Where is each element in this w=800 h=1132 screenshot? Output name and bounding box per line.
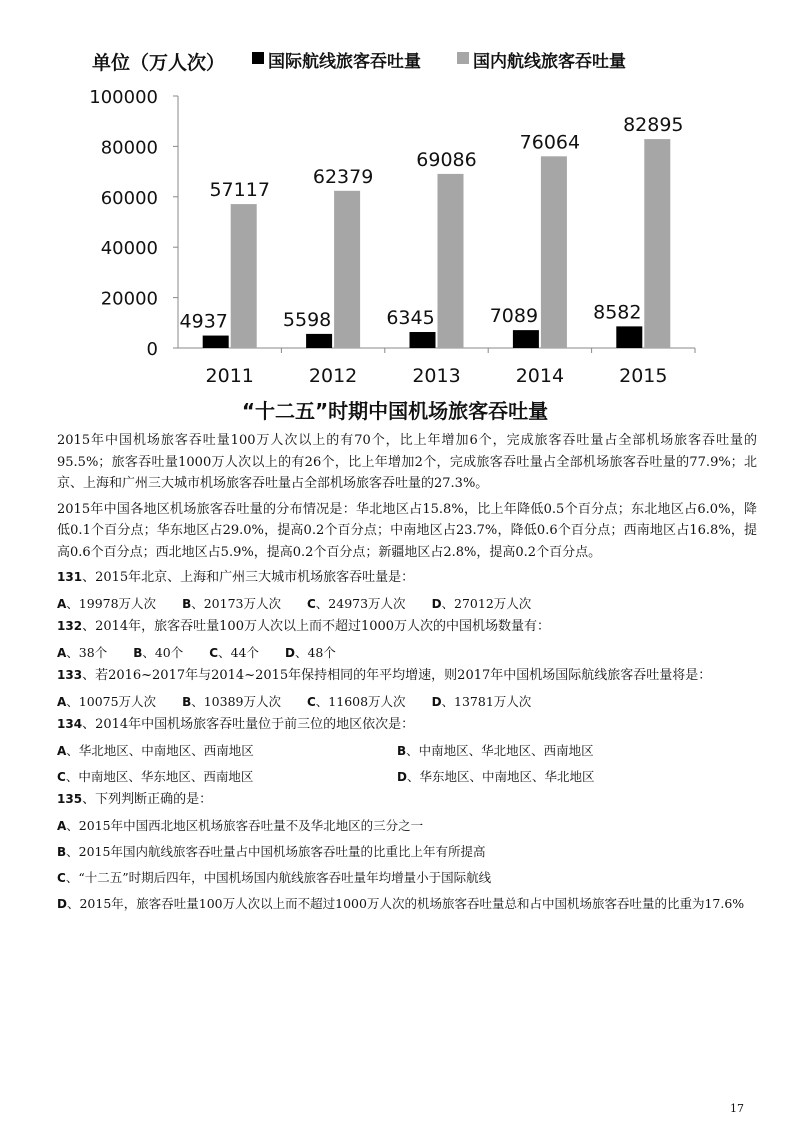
- option-a[interactable]: A、38个: [57, 645, 108, 660]
- x-tick-label: 2011: [205, 365, 254, 387]
- data-label-domestic-2014: 76064: [519, 131, 581, 154]
- data-label-international-2014: 7089: [489, 305, 539, 328]
- bar-domestic-2012: [334, 191, 360, 348]
- x-tick-label: 2015: [619, 365, 668, 387]
- option-d[interactable]: D、13781万人次: [431, 694, 532, 709]
- x-tick-label: 2013: [412, 365, 461, 387]
- option-b[interactable]: B、10389万人次: [182, 694, 281, 709]
- option-c[interactable]: C、24973万人次: [306, 596, 406, 611]
- bar-international-2015: [616, 326, 642, 348]
- bar-domestic-2013: [438, 174, 464, 348]
- option-d[interactable]: D、48个: [284, 645, 336, 660]
- question-133: [57, 667, 757, 710]
- paragraph-1: 2015年中国机场旅客吞吐量100万人次以上的有70个，比上年增加6个，完成旅客吞吐量占全部机场旅客吞吐量的95.5%；旅客吞吐量1000万人次以上的有26个，比上年增加2个，完成旅客吞吐量占全部机场旅客吞吐量的77.9%；北京、上海和广州三大城市机场旅客吞吐量占全部机场旅客吞吐量的27.3%。: [57, 433, 757, 491]
- question-135: [57, 791, 757, 912]
- data-label-domestic-2013: 69086: [416, 148, 477, 171]
- document-body: [57, 430, 757, 922]
- y-tick-label: 0: [146, 339, 158, 360]
- option-c[interactable]: C、44个: [209, 645, 259, 660]
- bar-domestic-2011: [231, 204, 257, 348]
- option-a[interactable]: A、10075万人次: [57, 694, 157, 709]
- unit-label: 单位（万人次）: [92, 52, 226, 74]
- bar-domestic-2014: [541, 156, 567, 348]
- bar-domestic-2015: [644, 139, 670, 348]
- option-a[interactable]: A、2015年中国西北地区机场旅客吞吐量不及华北地区的三分之一: [57, 818, 424, 833]
- question-number: 135: [57, 792, 83, 806]
- chart-title: “十二五”时期中国机场旅客吞吐量: [241, 399, 549, 423]
- option-b[interactable]: B、中南地区、华北地区、西南地区: [397, 743, 594, 758]
- option-b[interactable]: B、20173万人次: [182, 596, 281, 611]
- data-label-international-2011: 4937: [179, 310, 228, 333]
- data-label-domestic-2011: 57117: [209, 179, 270, 202]
- question-text: 、2014年，旅客吞吐量100万人次以上而不超过1000万人次的中国机场数量有：: [82, 619, 551, 634]
- option-b[interactable]: B、2015年国内航线旅客吞吐量占中国机场旅客吞吐量的比重比上年有所提高: [57, 844, 486, 859]
- page-number: 17: [730, 1102, 744, 1115]
- question-132: [57, 618, 757, 661]
- bar-international-2012: [306, 334, 332, 348]
- paragraph-2: 2015年中国各地区机场旅客吞吐量的分布情况是：华北地区占15.8%，比上年降低0.5个百分点；东北地区占6.0%，降低0.1个百分点；华东地区占29.0%，提高0.2个百分点；中南地区占23.7%，降低0.6个百分点；西南地区占16.8%，提高0.6个百分点；西北地区占5.9%，提高0.2个百分点；新疆地区占2.8%，提高0.2个百分点。: [57, 501, 757, 560]
- data-label-international-2012: 5598: [282, 308, 332, 331]
- passenger-throughput-chart: [0, 0, 800, 430]
- option-c[interactable]: C、11608万人次: [306, 694, 406, 709]
- bar-international-2013: [410, 332, 436, 348]
- bar-international-2014: [513, 330, 539, 348]
- legend-swatch-domestic: [457, 52, 469, 64]
- question-131: [57, 569, 757, 612]
- y-tick-label: 20000: [100, 288, 158, 310]
- option-a[interactable]: A、19978万人次: [57, 596, 157, 611]
- legend-label-domestic: 国内航线旅客吞吐量: [473, 52, 626, 72]
- x-tick-label: 2014: [515, 365, 565, 387]
- option-b[interactable]: B、40个: [133, 645, 184, 660]
- question-number: 133: [57, 668, 83, 682]
- option-d[interactable]: D、华东地区、中南地区、华北地区: [397, 769, 595, 784]
- data-label-international-2013: 6345: [386, 307, 435, 330]
- y-tick-label: 100000: [89, 87, 158, 108]
- question-text: 、2015年北京、上海和广州三大城市机场旅客吞吐量是：: [82, 570, 415, 585]
- question-number: 131: [57, 570, 83, 584]
- option-c[interactable]: C、中南地区、华东地区、西南地区: [57, 769, 254, 784]
- question-text: 、2014年中国机场旅客吞吐量位于前三位的地区依次是：: [82, 717, 415, 732]
- question-number: 134: [57, 717, 83, 731]
- question-number: 132: [57, 619, 83, 633]
- option-d[interactable]: D、2015年，旅客吞吐量100万人次以上而不超过1000万人次的机场旅客吞吐量总和占中国机场旅客吞吐量的比重为17.6%: [57, 896, 745, 911]
- x-tick-label: 2012: [308, 365, 358, 387]
- data-label-domestic-2015: 82895: [623, 114, 684, 137]
- data-label-domestic-2012: 62379: [312, 165, 374, 188]
- legend-label-international: 国际航线旅客吞吐量: [268, 52, 421, 72]
- bar-international-2011: [203, 336, 229, 348]
- option-c[interactable]: C、“十二五”时期后四年，中国机场国内航线旅客吞吐量年均增量小于国际航线: [57, 870, 492, 885]
- option-a[interactable]: A、华北地区、中南地区、西南地区: [57, 743, 254, 758]
- y-tick-label: 60000: [100, 187, 158, 209]
- question-text: 、若2016~2017年与2014~2015年保持相同的年平均增速，则2017年中国机场国际航线旅客吞吐量将是：: [82, 668, 712, 683]
- y-tick-label: 80000: [100, 137, 158, 159]
- data-label-international-2015: 8582: [593, 301, 642, 324]
- legend-swatch-international: [252, 52, 264, 64]
- question-text: 、下列判断正确的是：: [82, 792, 213, 807]
- y-tick-label: 40000: [100, 238, 158, 260]
- question-134: [57, 716, 757, 785]
- option-d[interactable]: D、27012万人次: [431, 596, 532, 611]
